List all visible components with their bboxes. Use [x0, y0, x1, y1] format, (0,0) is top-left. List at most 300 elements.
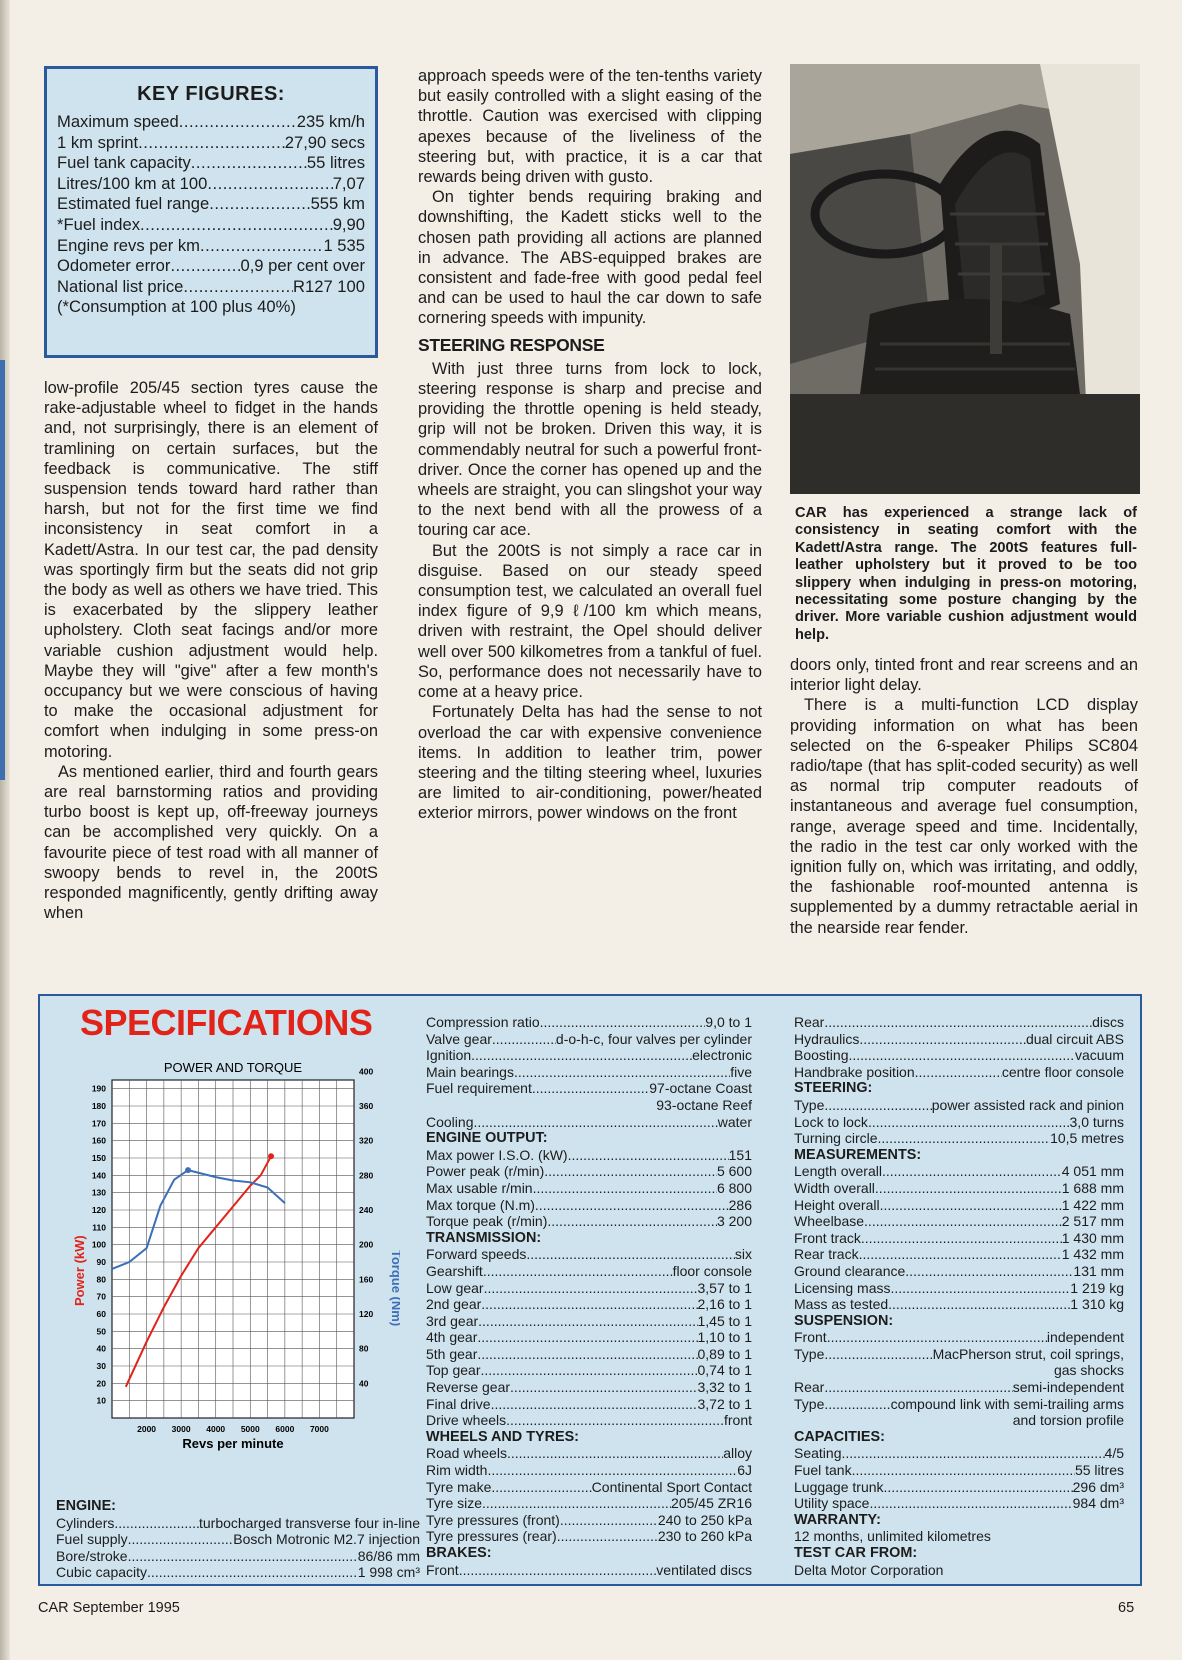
y-left-tick-label: 140 — [91, 1170, 106, 1181]
leader-dots — [209, 194, 310, 215]
spec-value: 55 litres — [306, 153, 365, 173]
spec-row — [426, 1163, 752, 1180]
spec-heading: SUSPENSION: — [794, 1312, 894, 1329]
spec-label: 5th gear — [426, 1345, 478, 1362]
spec-label: Max torque (N.m) — [426, 1196, 535, 1213]
spec-row — [426, 1080, 752, 1097]
specifications-box — [38, 994, 1142, 1586]
spec-value: alloy — [723, 1445, 752, 1462]
y-left-tick-label: 70 — [96, 1291, 106, 1302]
spec-row — [426, 1346, 752, 1363]
key-figure-row — [57, 215, 365, 236]
spec-value: 4 051 mm — [1061, 1163, 1124, 1180]
spec-label: Cylinders — [56, 1514, 115, 1531]
y-right-tick-label: 40 — [359, 1378, 369, 1389]
leader-dots — [138, 133, 285, 154]
leader-dots — [544, 1163, 717, 1180]
leader-dots — [859, 1246, 1062, 1263]
leader-dots — [200, 236, 324, 257]
specifications-title: SPECIFICATIONS — [80, 1002, 373, 1043]
leader-dots — [507, 1445, 723, 1462]
leader-dots — [882, 1163, 1062, 1180]
spec-row — [794, 1230, 1124, 1247]
spec-label: Ignition — [426, 1047, 472, 1064]
key-figures-list — [57, 112, 365, 297]
x-tick-label: 3000 — [171, 1424, 191, 1434]
spec-row — [426, 1180, 752, 1197]
spec-row — [426, 1014, 752, 1031]
spec-row — [426, 1114, 752, 1131]
spec-value: 1 432 mm — [1061, 1246, 1124, 1263]
spec-label: Type — [794, 1096, 825, 1113]
spec-row — [794, 1246, 1124, 1263]
y-right-tick-label: 240 — [359, 1205, 374, 1215]
spec-label: Top gear — [426, 1362, 481, 1379]
spec-row — [794, 1445, 1124, 1462]
leader-dots — [510, 1379, 697, 1396]
spec-row — [426, 1379, 752, 1396]
power-torque-chart — [60, 1052, 400, 1482]
spec-value: compound link with semi-trailing arms — [890, 1395, 1124, 1412]
spec-row — [426, 1147, 752, 1164]
spec-label: Lock to lock — [794, 1113, 868, 1130]
leader-dots — [875, 1180, 1062, 1197]
article-column-1 — [44, 378, 378, 923]
engine-list — [56, 1515, 420, 1581]
leader-dots — [482, 1495, 671, 1512]
engine-specs — [56, 1498, 420, 1581]
spec-value: 984 dm³ — [1072, 1495, 1124, 1512]
leader-dots — [128, 1548, 358, 1565]
spec-label: Licensing mass — [794, 1279, 891, 1296]
spec-value: d-o-h-c, four valves per cylinder — [555, 1030, 752, 1047]
leader-dots — [514, 1064, 730, 1081]
spec-label: Litres/100 km at 100 — [57, 173, 208, 193]
spec-value: 2 517 mm — [1061, 1213, 1124, 1230]
spec-value: 0,89 to 1 — [697, 1345, 752, 1362]
spec-label: 2nd gear — [426, 1296, 482, 1313]
spec-value: front — [723, 1412, 752, 1429]
spec-label: Maximum speed — [57, 112, 179, 131]
spec-label: Wheelbase — [794, 1213, 865, 1230]
spec-row — [794, 1064, 1124, 1081]
leader-dots — [481, 1296, 697, 1313]
leader-dots — [891, 1280, 1071, 1297]
spec-heading: MEASUREMENTS: — [794, 1146, 922, 1163]
spec-row — [794, 1396, 1124, 1413]
article-paragraph: As mentioned earlier, third and fourth gears are real barnstorming ratios and providing turbo boost is kept up, off-freeway journeys can be accomplished very quickly. On a favourite piece of test road with all manner of swoopy bends to revel in, the 200tS responded magnificently, gently drifting away when — [44, 762, 378, 923]
spec-heading: WHEELS AND TYRES: — [426, 1428, 579, 1445]
leader-dots — [491, 1479, 591, 1496]
spec-value: 1 688 mm — [1061, 1179, 1124, 1196]
leader-dots — [477, 1329, 697, 1346]
leader-dots — [547, 1213, 717, 1230]
spec-row — [56, 1548, 420, 1565]
spec-value: 555 km — [310, 194, 365, 214]
spec-value: 9,0 to 1 — [705, 1014, 752, 1030]
spec-label: Type — [794, 1345, 825, 1362]
leader-dots — [824, 1014, 1092, 1031]
leader-dots — [483, 1263, 673, 1280]
spec-value: 1 535 — [323, 235, 365, 255]
section-heading: STEERING RESPONSE — [418, 334, 605, 355]
spec-label: Mass as tested — [794, 1296, 889, 1313]
spec-value: 6 800 — [716, 1179, 752, 1196]
spec-label: Max usable r/min — [426, 1179, 533, 1196]
spec-row — [56, 1564, 420, 1581]
spec-continuation: and torsion profile — [1012, 1412, 1124, 1429]
spec-value: 296 dm³ — [1072, 1478, 1124, 1495]
spec-value: 1 422 mm — [1061, 1196, 1124, 1213]
spec-row — [426, 1562, 752, 1579]
spec-value: centre floor console — [1001, 1063, 1124, 1080]
spec-row — [56, 1515, 420, 1532]
specs-middle-column — [426, 1014, 752, 1578]
spec-label: Fuel supply — [56, 1531, 128, 1548]
spec-label: 4th gear — [426, 1329, 478, 1346]
y-left-tick-label: 80 — [96, 1274, 106, 1285]
spec-value: 0,74 to 1 — [697, 1362, 752, 1379]
leader-dots — [526, 1246, 734, 1263]
spec-value: 3 200 — [716, 1213, 752, 1230]
y-left-tick-label: 150 — [91, 1153, 106, 1163]
leader-dots — [827, 1329, 1047, 1346]
spec-row — [794, 1329, 1124, 1346]
spec-label: Estimated fuel range — [57, 194, 210, 214]
spec-continuation: 93-octane Reef — [656, 1096, 752, 1113]
spec-value: 205/45 ZR16 — [671, 1495, 752, 1512]
spec-value: discs — [1092, 1014, 1124, 1030]
leader-dots — [824, 1396, 890, 1413]
leader-dots — [568, 1147, 729, 1164]
leader-dots — [560, 1512, 658, 1529]
spec-row — [794, 1163, 1124, 1180]
spec-value: 131 mm — [1073, 1262, 1124, 1279]
footer-publication: CAR September 1995 — [38, 1600, 180, 1616]
spec-label: Main bearings — [426, 1063, 514, 1080]
spec-row — [426, 1329, 752, 1346]
spec-row — [426, 1362, 752, 1379]
spec-value: MacPherson strut, coil springs, — [932, 1345, 1124, 1362]
spec-row — [426, 1462, 752, 1479]
spec-label: Cooling — [426, 1113, 474, 1130]
y-left-tick-label: 110 — [92, 1222, 106, 1233]
leader-dots — [848, 1047, 1074, 1064]
spec-row — [794, 1263, 1124, 1280]
article-paragraph: doors only, tinted front and rear screens and an interior light delay. — [790, 656, 1138, 695]
spec-row — [426, 1479, 752, 1496]
y-left-tick-label: 130 — [91, 1187, 106, 1198]
spec-value: five — [730, 1063, 752, 1080]
y-right-tick-label: 400 — [359, 1066, 374, 1077]
leader-dots — [480, 1362, 697, 1379]
spec-row — [426, 1495, 752, 1512]
spec-value: 1 219 kg — [1070, 1279, 1124, 1296]
spec-value: 5 600 — [716, 1163, 752, 1180]
leader-dots — [824, 1346, 932, 1363]
spec-label: Bore/stroke — [56, 1547, 128, 1564]
leader-dots — [492, 1031, 556, 1048]
spec-label: Seating — [794, 1445, 842, 1462]
leader-dots — [487, 1462, 737, 1479]
y-left-tick-label: 180 — [91, 1101, 106, 1111]
y-left-tick-label: 170 — [91, 1118, 106, 1129]
leader-dots — [140, 215, 333, 236]
spec-label: Width overall — [794, 1179, 875, 1196]
y-left-tick-label: 120 — [91, 1205, 106, 1215]
spec-value: 3,72 to 1 — [697, 1395, 752, 1412]
key-figure-row — [57, 277, 365, 298]
y-left-tick-label: 100 — [91, 1239, 106, 1250]
spec-label: Gearshift — [426, 1262, 483, 1279]
spec-row — [56, 1531, 420, 1548]
key-figures-title: KEY FIGURES: — [137, 83, 285, 105]
spec-label: National list price — [57, 276, 184, 296]
spec-value: 0,9 per cent over — [240, 256, 365, 276]
spec-row — [426, 1064, 752, 1081]
y-left-tick-label: 30 — [96, 1361, 106, 1371]
spec-row — [794, 1047, 1124, 1064]
spec-label: Valve gear — [426, 1030, 492, 1047]
y-right-tick-label: 160 — [359, 1274, 374, 1285]
leader-dots — [535, 1197, 729, 1214]
chart-svg — [60, 1052, 400, 1477]
article-paragraph: But the 200tS is not simply a race car in disguise. Based on our steady speed consumption test, we calculated an overall fuel index figure of 9,9 ℓ/100 km which means, driven with restraint, the Opel should deliver well over 500 kilkometres from a tankful of fuel. So, performance does not necessarily have to come at a heavy price. — [418, 541, 762, 702]
spec-continuation: gas shocks — [1053, 1362, 1124, 1379]
leader-dots — [864, 1213, 1062, 1230]
spec-label: Boosting — [794, 1047, 849, 1064]
spec-row — [794, 1213, 1124, 1230]
page-spine — [0, 0, 10, 1660]
spec-row — [794, 1479, 1124, 1496]
leader-dots — [915, 1064, 1002, 1081]
spec-value: water — [717, 1113, 752, 1130]
spec-value: 1 310 kg — [1070, 1296, 1124, 1313]
spec-label: Rear track — [794, 1246, 859, 1263]
spec-value: 7,07 — [332, 173, 365, 193]
spec-label: Tyre size — [426, 1495, 483, 1512]
spec-label: Fuel tank capacity — [57, 153, 191, 173]
leader-dots — [852, 1462, 1075, 1479]
spec-value: 55 litres — [1074, 1462, 1124, 1479]
interior-seat-photo — [790, 64, 1140, 494]
y-left-tick-label: 10 — [96, 1395, 106, 1406]
spec-heading: WARRANTY: — [794, 1511, 881, 1528]
leader-dots — [459, 1562, 657, 1579]
spec-value: 6J — [737, 1462, 752, 1479]
spec-value: floor console — [672, 1262, 752, 1279]
spec-heading: TRANSMISSION: — [426, 1229, 542, 1246]
spec-label: Front — [794, 1329, 827, 1346]
spec-row — [794, 1296, 1124, 1313]
x-axis-label: Revs per minute — [182, 1436, 284, 1451]
leader-dots — [147, 1564, 358, 1581]
spec-row — [794, 1014, 1124, 1031]
spec-label: Rear — [794, 1379, 825, 1396]
spec-row — [794, 1280, 1124, 1297]
leader-dots — [114, 1515, 199, 1532]
leader-dots — [888, 1296, 1070, 1313]
spec-label: Max power I.S.O. (kW) — [426, 1146, 568, 1163]
spec-label: Road wheels — [426, 1445, 507, 1462]
key-figure-row — [57, 153, 365, 174]
spec-value: six — [734, 1246, 752, 1263]
spec-label: 3rd gear — [426, 1312, 479, 1329]
spec-row — [794, 1346, 1124, 1363]
spec-heading: ENGINE OUTPUT: — [426, 1130, 548, 1147]
spec-row — [426, 1197, 752, 1214]
spec-row — [794, 1197, 1124, 1214]
engine-heading: ENGINE: — [56, 1498, 116, 1514]
spec-row — [426, 1412, 752, 1429]
spec-value: 1,45 to 1 — [697, 1312, 752, 1329]
spec-value: R127 100 — [293, 276, 365, 296]
spec-label: Height overall — [794, 1196, 880, 1213]
leader-dots — [884, 1479, 1073, 1496]
leader-dots — [880, 1197, 1062, 1214]
spec-label: Turning circle — [794, 1130, 878, 1147]
article-column-2 — [418, 66, 762, 824]
leader-dots — [540, 1014, 706, 1031]
spec-row — [426, 1213, 752, 1230]
spec-value: 1 430 mm — [1061, 1229, 1124, 1246]
y-right-tick-label: 320 — [359, 1135, 374, 1146]
spec-value: 97-octane Coast — [649, 1080, 752, 1097]
spec-label: Tyre pressures (rear) — [426, 1528, 557, 1545]
spec-value: electronic — [692, 1047, 752, 1064]
key-figure-row — [57, 194, 365, 215]
spec-value: 230 to 260 kPa — [657, 1528, 752, 1545]
spec-row — [794, 1180, 1124, 1197]
spec-label: Tyre make — [426, 1478, 492, 1495]
spec-value: 86/86 mm — [357, 1547, 420, 1564]
spec-value: power assisted rack and pinion — [931, 1096, 1124, 1113]
y-right-tick-label: 280 — [359, 1170, 374, 1181]
spec-label: Length overall — [794, 1163, 882, 1180]
spec-label: Handbrake position — [794, 1063, 915, 1080]
spec-label: Reverse gear — [426, 1379, 511, 1396]
leader-dots — [824, 1097, 931, 1114]
key-figures-box — [44, 66, 378, 358]
leader-dots — [878, 1130, 1051, 1147]
spec-row — [794, 1031, 1124, 1048]
spec-label: Ground clearance — [794, 1262, 906, 1279]
spec-value: Continental Sport Contact — [591, 1478, 752, 1495]
spec-value: turbocharged transverse four in-line — [198, 1514, 420, 1531]
spec-label: Fuel requirement — [426, 1080, 532, 1097]
spec-row — [794, 1495, 1124, 1512]
spec-value: semi-independent — [1012, 1379, 1124, 1396]
chart-title: POWER AND TORQUE — [163, 1060, 303, 1075]
spec-value: 151 — [728, 1146, 752, 1163]
y-right-tick-label: 360 — [359, 1101, 374, 1111]
spec-value: 3,0 turns — [1069, 1113, 1124, 1130]
spec-label: Type — [794, 1395, 825, 1412]
y-right-tick-label: 120 — [359, 1309, 374, 1319]
spec-value: 10,5 metres — [1050, 1130, 1124, 1147]
spec-label: *Fuel index — [57, 214, 141, 234]
leader-dots — [484, 1280, 698, 1297]
spec-value: 2,16 to 1 — [697, 1296, 752, 1313]
key-figure-row — [57, 256, 365, 277]
y-left-axis-label: Power (kW) — [72, 1235, 87, 1307]
leader-dots — [506, 1412, 724, 1429]
leader-dots — [170, 256, 240, 277]
spec-heading: STEERING: — [794, 1080, 873, 1097]
spec-heading: TEST CAR FROM: — [794, 1545, 918, 1561]
spec-row — [426, 1396, 752, 1413]
key-figure-row — [57, 236, 365, 257]
spec-heading: BRAKES: — [426, 1545, 492, 1561]
x-tick-label: 6000 — [275, 1424, 295, 1434]
spec-row — [426, 1528, 752, 1545]
y-left-tick-label: 50 — [96, 1326, 106, 1337]
y-right-axis-label: Torque (Nm) — [389, 1249, 400, 1327]
spec-label: Power peak (r/min) — [426, 1163, 545, 1180]
photo-caption: CAR has experienced a strange lack of consistency in seating comfort with the Kadett/Astra range. The 200tS features full-leather upholstery but it proved to be too slippery when indulging in press-on motoring, necessitating some posture changing by the driver. More variable cushion adjustment would help. — [795, 505, 1137, 643]
article-paragraph: There is a multi-function LCD display providing information on what has been selected on the 6-speaker Philips SC804 radio/tape (that has split-coded security) as well as normal trip computer readouts of instantaneous and average fuel consumption, range, average speed and time. Incidentally, the radio in the test car only worked with the ignition fully on, which was irritating, and oddly, the fashionable roof-mounted antenna is supplemented by a dummy retractable aerial in the nearside rear fender. — [790, 696, 1138, 937]
key-figure-row — [57, 174, 365, 195]
leader-dots — [491, 1396, 698, 1413]
spec-label: Final drive — [426, 1395, 491, 1412]
leader-dots — [532, 1080, 649, 1097]
spec-label: Tyre pressures (front) — [426, 1511, 560, 1528]
spec-row — [426, 1263, 752, 1280]
leader-dots — [533, 1180, 717, 1197]
spec-row — [426, 1031, 752, 1048]
y-left-tick-label: 20 — [96, 1378, 106, 1389]
spec-value: 240 to 250 kPa — [657, 1511, 752, 1528]
spec-row — [426, 1512, 752, 1529]
spec-row — [794, 1379, 1124, 1396]
spec-text: Delta Motor Corporation — [794, 1561, 944, 1578]
leader-dots — [477, 1346, 697, 1363]
spec-row — [426, 1246, 752, 1263]
spec-row — [794, 1097, 1124, 1114]
spec-value: 9,90 — [332, 214, 365, 234]
x-tick-label: 2000 — [137, 1424, 157, 1434]
y-left-tick-label: 90 — [96, 1257, 106, 1267]
leader-dots — [905, 1263, 1073, 1280]
leader-dots — [557, 1528, 658, 1545]
spec-value: independent — [1046, 1329, 1124, 1346]
spec-label: Forward speeds — [426, 1246, 527, 1263]
key-figures-note: (*Consumption at 100 plus 40%) — [57, 297, 296, 317]
spec-value: 4/5 — [1104, 1445, 1124, 1462]
y-left-tick-label: 160 — [91, 1135, 106, 1146]
leader-dots — [128, 1531, 234, 1548]
spec-value: 3,32 to 1 — [697, 1379, 752, 1396]
key-figure-row — [57, 133, 365, 154]
spec-label: Compression ratio — [426, 1014, 540, 1030]
spec-row — [794, 1114, 1124, 1131]
leader-dots — [191, 153, 307, 174]
spec-value: dual circuit ABS — [1025, 1030, 1124, 1047]
leader-dots — [179, 112, 297, 133]
spec-label: Front — [426, 1561, 459, 1578]
power-peak-point — [268, 1153, 274, 1159]
x-tick-label: 4000 — [206, 1424, 226, 1434]
spec-label: Torque peak (r/min) — [426, 1213, 548, 1230]
leader-dots — [207, 174, 332, 195]
leader-dots — [868, 1114, 1070, 1131]
spec-value: 1 998 cm³ — [357, 1564, 420, 1581]
key-figure-row — [57, 112, 365, 133]
spec-text: 12 months, unlimited kilometres — [794, 1528, 991, 1545]
page-number: 65 — [1118, 1600, 1135, 1616]
spec-row — [426, 1047, 752, 1064]
spec-value: 1,10 to 1 — [697, 1329, 752, 1346]
